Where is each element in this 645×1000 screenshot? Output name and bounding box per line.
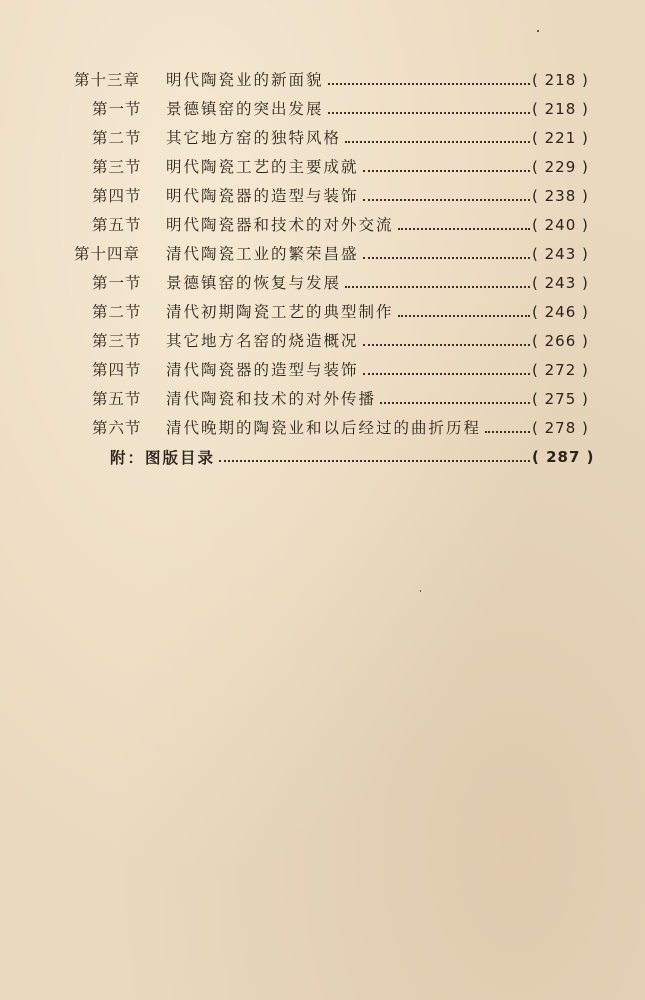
dot-leader [485,414,530,433]
toc-entry-page-number: ( 275 ) [532,390,589,408]
toc-entry-title: 清代陶瓷器的造型与装饰 [166,361,359,379]
toc-entry[interactable] [70,211,600,240]
toc-entry-page-number: ( 238 ) [532,187,589,205]
toc-entry-number: 第六节 [92,419,142,437]
dot-leader [328,66,531,85]
toc-entry-page-number: ( 221 ) [532,129,589,147]
toc-entry[interactable] [70,443,600,472]
dot-leader [380,385,530,404]
table-of-contents [70,66,600,472]
dot-leader [328,95,531,114]
toc-entry-page-number: ( 218 ) [532,71,589,89]
toc-entry-number: 第十三章 [74,71,141,89]
dot-leader [219,443,530,462]
toc-entry[interactable] [70,269,600,298]
toc-entry[interactable] [70,66,600,95]
toc-entry[interactable] [70,298,600,327]
toc-entry-page-number: ( 278 ) [532,419,589,437]
toc-entry-page-number: ( 240 ) [532,216,589,234]
toc-entry-page-number: ( 246 ) [532,303,589,321]
paper-speck [537,30,539,32]
toc-entry-page-number: ( 266 ) [532,332,589,350]
toc-entry-page-number: ( 218 ) [532,100,589,118]
toc-entry-number: 第一节 [92,100,142,118]
toc-entry[interactable] [70,124,600,153]
dot-leader [345,124,530,143]
dot-leader [398,298,531,317]
toc-entry-title: 清代陶瓷和技术的对外传播 [166,390,377,408]
toc-entry-title: 景德镇窑的恢复与发展 [166,274,342,292]
toc-entry-title: 明代陶瓷业的新面貌 [166,71,324,89]
toc-entry-title: 明代陶瓷器的造型与装饰 [166,187,359,205]
toc-entry-title: 清代初期陶瓷工艺的典型制作 [166,303,394,321]
toc-entry-title: 明代陶瓷器和技术的对外交流 [166,216,394,234]
toc-entry[interactable] [70,414,600,443]
toc-entry-number: 第五节 [92,390,142,408]
toc-entry-number: 第五节 [92,216,142,234]
dot-leader [363,182,531,201]
toc-entry-number: 第二节 [92,129,142,147]
toc-entry-title: 明代陶瓷工艺的主要成就 [166,158,359,176]
dot-leader [363,153,531,172]
toc-entry[interactable] [70,95,600,124]
toc-entry-title: 景德镇窑的突出发展 [166,100,324,118]
toc-entry-page-number: ( 243 ) [532,274,589,292]
toc-entry[interactable] [70,385,600,414]
toc-entry[interactable] [70,356,600,385]
paper-speck [420,590,421,592]
dot-leader [363,240,531,259]
dot-leader [363,327,531,346]
toc-entry-title: 清代晚期的陶瓷业和以后经过的曲折历程 [166,419,482,437]
toc-entry-number: 第三节 [92,158,142,176]
toc-entry[interactable] [70,240,600,269]
dot-leader [398,211,531,230]
toc-entry[interactable] [70,327,600,356]
toc-entry-title: 清代陶瓷工业的繁荣昌盛 [166,245,359,263]
toc-entry[interactable] [70,153,600,182]
toc-entry-number: 第二节 [92,303,142,321]
toc-entry-page-number: ( 272 ) [532,361,589,379]
toc-entry-page-number: ( 243 ) [532,245,589,263]
toc-entry-number: 第四节 [92,187,142,205]
toc-entry-number: 第十四章 [74,245,141,263]
toc-entry-number: 第三节 [92,332,142,350]
toc-entry-page-number: ( 287 ) [532,448,595,466]
dot-leader [363,356,531,375]
toc-entry-title: 其它地方窑的独特风格 [166,129,342,147]
toc-entry-number: 第四节 [92,361,142,379]
toc-entry-title: 附：图版目录 [110,448,216,467]
toc-entry-number: 第一节 [92,274,142,292]
toc-entry[interactable] [70,182,600,211]
toc-entry-page-number: ( 229 ) [532,158,589,176]
toc-entry-title: 其它地方名窑的烧造概况 [166,332,359,350]
dot-leader [345,269,530,288]
